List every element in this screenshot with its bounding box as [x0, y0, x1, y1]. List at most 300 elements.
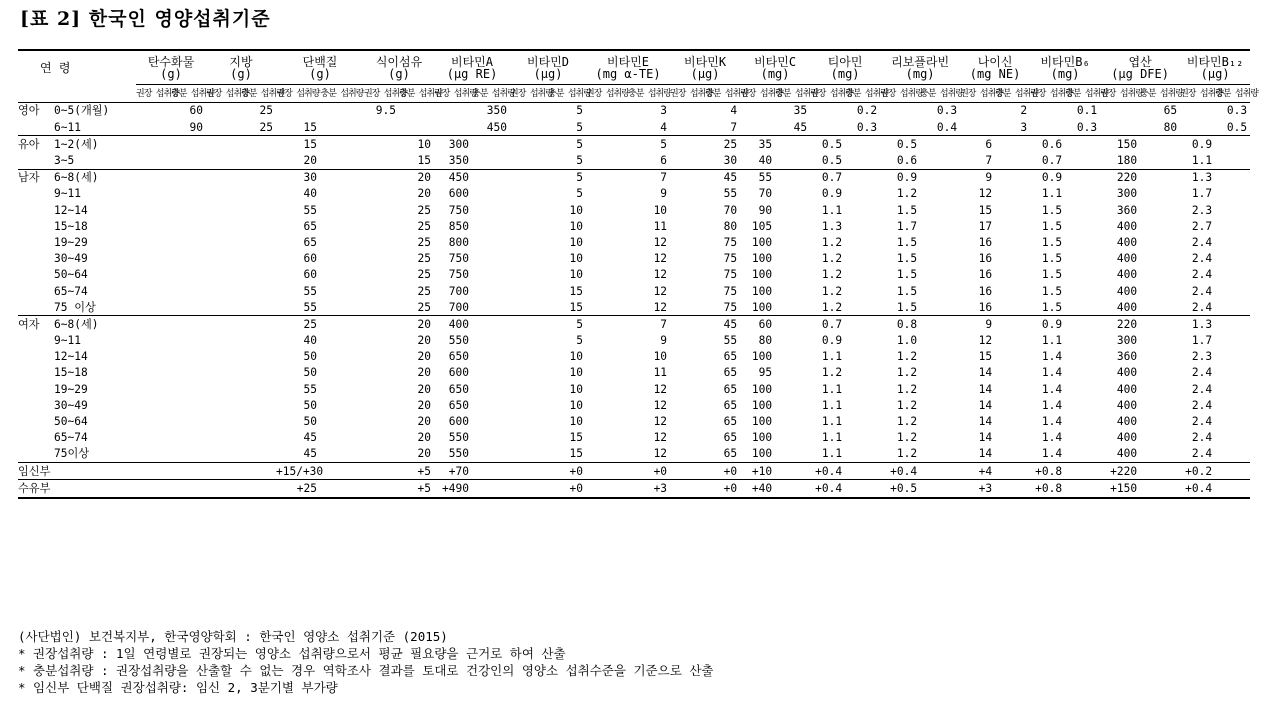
- value-cell: 4: [660, 120, 668, 134]
- value-cell: [995, 446, 1030, 463]
- subheader-adequate: 충분 섭취량: [1140, 85, 1180, 103]
- value-cell: 65: [723, 366, 738, 380]
- value-cell: [775, 430, 810, 446]
- value-cell: [136, 333, 171, 349]
- value-cell: [241, 251, 276, 267]
- value-cell: 0.9: [821, 334, 843, 348]
- value-cell: 1.3: [1180, 316, 1215, 333]
- value-cell: [320, 397, 364, 413]
- value-cell: [1215, 349, 1250, 365]
- value-cell: [472, 169, 510, 186]
- subheader-recommended: 권장 섭취량: [364, 85, 399, 103]
- value-cell: 25: [241, 103, 276, 120]
- value-cell: [510, 235, 548, 251]
- subheader-recommended: 권장 섭취량: [1100, 85, 1140, 103]
- value-cell: [1140, 153, 1180, 170]
- value-cell: [586, 202, 628, 218]
- value-cell: 1.5: [896, 268, 918, 282]
- table-row: [18, 333, 1250, 349]
- value-cell: 60: [740, 316, 775, 333]
- value-cell: [241, 480, 276, 498]
- value-cell: [586, 430, 628, 446]
- value-cell: 7: [730, 120, 738, 134]
- value-cell: [241, 446, 276, 463]
- header-row-sub: [18, 85, 1250, 103]
- value-cell: 1.2: [896, 382, 918, 396]
- value-cell: [1215, 218, 1250, 234]
- value-cell: 2.4: [1191, 431, 1213, 445]
- value-cell: 100: [751, 398, 773, 412]
- value-cell: [1140, 186, 1180, 202]
- table-row: [18, 186, 1250, 202]
- value-cell: [775, 414, 810, 430]
- value-cell: 2.4: [1191, 366, 1213, 380]
- value-cell: [364, 218, 399, 234]
- value-cell: [136, 251, 171, 267]
- value-cell: [670, 186, 705, 202]
- value-cell: [472, 218, 510, 234]
- value-cell: 0.7: [1041, 154, 1063, 168]
- value-cell: [1030, 103, 1065, 120]
- value-cell: [136, 283, 171, 299]
- subheader-recommended: 권장 섭취량: [206, 85, 241, 103]
- value-cell: [510, 119, 548, 136]
- value-cell: [241, 186, 276, 202]
- value-cell: 1.3: [821, 219, 843, 233]
- table-row: [18, 430, 1250, 446]
- nutrient-unit: (μg): [1180, 68, 1250, 85]
- value-cell: [136, 299, 171, 316]
- value-cell: [845, 153, 880, 170]
- value-cell: [920, 202, 960, 218]
- age-cell: [18, 349, 136, 365]
- value-cell: [320, 186, 364, 202]
- value-cell: [586, 283, 628, 299]
- value-cell: 75: [723, 284, 738, 298]
- value-cell: [241, 299, 276, 316]
- nutrient-unit: (μg): [510, 68, 586, 85]
- value-cell: 16: [978, 235, 993, 249]
- value-cell: [206, 119, 241, 136]
- value-cell: [1140, 169, 1180, 186]
- value-cell: [1215, 202, 1250, 218]
- value-cell: 1.1: [821, 382, 843, 396]
- value-cell: [775, 136, 810, 153]
- value-cell: 650: [448, 382, 469, 396]
- value-cell: [171, 397, 206, 413]
- value-cell: 1.7: [896, 219, 918, 233]
- value-cell: [995, 397, 1030, 413]
- value-cell: 20: [417, 398, 431, 412]
- value-cell: 20: [399, 316, 434, 333]
- value-cell: [920, 480, 960, 498]
- value-cell: 3: [1020, 120, 1028, 134]
- subheader-adequate: 충분 섭취량: [171, 85, 206, 103]
- value-cell: 1.4: [1041, 398, 1063, 412]
- value-cell: [1215, 446, 1250, 463]
- value-cell: 1.5: [1041, 300, 1063, 314]
- value-cell: [586, 235, 628, 251]
- table-row: [18, 136, 1250, 153]
- age-label: 15~18: [54, 366, 88, 380]
- value-cell: [171, 446, 206, 463]
- value-cell: [241, 235, 276, 251]
- age-cell: [18, 316, 136, 333]
- value-cell: [320, 202, 364, 218]
- value-cell: [670, 463, 705, 480]
- value-cell: [241, 414, 276, 430]
- value-cell: [364, 397, 399, 413]
- subheader-recommended: 권장 섭취량: [1030, 85, 1065, 103]
- value-cell: [472, 463, 510, 480]
- value-cell: [880, 103, 920, 120]
- nutrient-unit: (mg): [740, 68, 810, 85]
- nutrient-header: 비타민B₁₂: [1180, 50, 1250, 68]
- table-row: [18, 119, 1250, 136]
- value-cell: [1180, 119, 1215, 136]
- subheader-recommended: 권장 섭취량: [276, 85, 320, 103]
- value-cell: [1065, 169, 1100, 186]
- value-cell: 5: [576, 187, 584, 201]
- value-cell: 90: [189, 120, 203, 134]
- value-cell: [586, 463, 628, 480]
- value-cell: 1.2: [821, 268, 843, 282]
- value-cell: 10: [569, 415, 584, 429]
- age-label: 0~5(개월): [54, 104, 110, 118]
- value-cell: [995, 365, 1030, 381]
- value-cell: 9.5: [364, 103, 399, 120]
- value-cell: +4: [960, 463, 995, 480]
- value-cell: 1.2: [896, 415, 918, 429]
- value-cell: [472, 349, 510, 365]
- value-cell: [320, 235, 364, 251]
- value-cell: 1.3: [1180, 169, 1215, 186]
- value-cell: [670, 169, 705, 186]
- value-cell: 14: [978, 398, 993, 412]
- value-cell: [1065, 267, 1100, 283]
- value-cell: 30: [276, 169, 320, 186]
- value-cell: [510, 430, 548, 446]
- subheader-adequate: 충분 섭취량: [920, 85, 960, 103]
- value-cell: 5: [628, 136, 670, 153]
- age-cell: [18, 267, 136, 283]
- value-cell: 100: [751, 252, 773, 266]
- value-cell: +3: [960, 480, 995, 498]
- value-cell: [320, 119, 364, 136]
- value-cell: [920, 186, 960, 202]
- value-cell: 95: [758, 366, 773, 380]
- value-cell: [136, 202, 171, 218]
- subheader-adequate: 충분 섭취량: [399, 85, 434, 103]
- value-cell: [510, 251, 548, 267]
- table-row: [18, 365, 1250, 381]
- age-label: 75 이상: [54, 300, 96, 314]
- value-cell: 400: [1116, 398, 1138, 412]
- value-cell: [995, 218, 1030, 234]
- value-cell: [1065, 349, 1100, 365]
- value-cell: [670, 365, 705, 381]
- value-cell: 50: [303, 366, 317, 380]
- value-cell: [845, 480, 880, 498]
- value-cell: 10: [569, 382, 584, 396]
- age-label: 65~74: [54, 284, 88, 298]
- value-cell: 1.2: [896, 366, 918, 380]
- nutrient-header: 탄수화물: [136, 50, 206, 68]
- value-cell: 0.6: [896, 154, 918, 168]
- age-cell: [18, 333, 136, 349]
- value-cell: 1.1: [821, 431, 843, 445]
- value-cell: 1.1: [821, 398, 843, 412]
- value-cell: 9: [960, 169, 995, 186]
- value-cell: [510, 299, 548, 316]
- value-cell: [206, 136, 241, 153]
- value-cell: [586, 169, 628, 186]
- value-cell: [364, 136, 399, 153]
- group-label: 수유부: [18, 481, 51, 495]
- note-recommended: * 권장섭취량 : 1일 연령별로 권장되는 영양소 섭취량으로서 평균 필요량을 근거로 하여 산출: [18, 646, 566, 661]
- table-row: [18, 381, 1250, 397]
- value-cell: [320, 414, 364, 430]
- value-cell: [775, 463, 810, 480]
- table-row: [18, 463, 1250, 480]
- value-cell: 15: [569, 284, 584, 298]
- value-cell: 0.9: [1030, 316, 1065, 333]
- value-cell: [920, 136, 960, 153]
- value-cell: [670, 218, 705, 234]
- value-cell: 100: [751, 350, 773, 364]
- table-row: [18, 349, 1250, 365]
- value-cell: [1215, 430, 1250, 446]
- value-cell: +15/+30: [276, 463, 320, 480]
- value-cell: [670, 153, 705, 170]
- value-cell: 5: [576, 120, 584, 134]
- value-cell: 65: [303, 235, 317, 249]
- value-cell: 1.4: [1041, 350, 1063, 364]
- nutrient-unit: (μg DFE): [1100, 68, 1180, 85]
- age-cell: [18, 463, 136, 480]
- age-label: 15~18: [54, 219, 88, 233]
- value-cell: [920, 397, 960, 413]
- age-cell: [18, 153, 136, 170]
- value-cell: [586, 299, 628, 316]
- value-cell: [1215, 267, 1250, 283]
- value-cell: [775, 153, 810, 170]
- value-cell: 0.7: [810, 316, 845, 333]
- value-cell: 360: [1116, 350, 1138, 364]
- value-cell: [241, 153, 276, 170]
- value-cell: [320, 283, 364, 299]
- note-pregnant: * 임신부 단백질 권장섭취량: 임신 2, 3분기별 부가량: [18, 680, 338, 695]
- value-cell: [171, 414, 206, 430]
- value-cell: [472, 381, 510, 397]
- value-cell: 14: [978, 382, 993, 396]
- table-row: [18, 480, 1250, 498]
- age-label: 30~49: [54, 252, 88, 266]
- value-cell: [586, 218, 628, 234]
- value-cell: [1065, 202, 1100, 218]
- subheader-recommended: 권장 섭취량: [434, 85, 472, 103]
- value-cell: 15: [978, 203, 993, 217]
- subheader-adequate: 충분 섭취량: [775, 85, 810, 103]
- value-cell: [740, 103, 775, 120]
- value-cell: 1.5: [896, 235, 918, 249]
- age-cell: [18, 169, 136, 186]
- age-cell: [18, 136, 136, 153]
- age-label: 9~11: [54, 334, 81, 348]
- value-cell: 25: [276, 316, 320, 333]
- subheader-recommended: 권장 섭취량: [510, 85, 548, 103]
- value-cell: 11: [653, 366, 668, 380]
- value-cell: [206, 365, 241, 381]
- value-cell: [510, 333, 548, 349]
- value-cell: 105: [751, 219, 773, 233]
- value-cell: 2.7: [1191, 219, 1213, 233]
- value-cell: [320, 480, 364, 498]
- table-row: [18, 267, 1250, 283]
- value-cell: 0.5: [821, 154, 843, 168]
- value-cell: 50: [303, 350, 317, 364]
- value-cell: [241, 218, 276, 234]
- value-cell: [1140, 333, 1180, 349]
- value-cell: [920, 267, 960, 283]
- value-cell: [472, 365, 510, 381]
- value-cell: [995, 480, 1030, 498]
- header-sub-blank: [18, 85, 136, 103]
- value-cell: 2.4: [1191, 252, 1213, 266]
- value-cell: 20: [399, 169, 434, 186]
- value-cell: [845, 381, 880, 397]
- value-cell: 12: [653, 252, 668, 266]
- value-cell: [586, 480, 628, 498]
- value-cell: 70: [758, 187, 773, 201]
- value-cell: [206, 218, 241, 234]
- value-cell: [1140, 136, 1180, 153]
- value-cell: [920, 169, 960, 186]
- value-cell: [845, 136, 880, 153]
- value-cell: [136, 267, 171, 283]
- value-cell: [510, 365, 548, 381]
- value-cell: [586, 397, 628, 413]
- value-cell: [775, 381, 810, 397]
- value-cell: 650: [448, 398, 469, 412]
- age-label: 50~64: [54, 415, 88, 429]
- value-cell: +25: [276, 480, 320, 498]
- value-cell: [510, 349, 548, 365]
- value-cell: 80: [1163, 120, 1178, 134]
- value-cell: [845, 446, 880, 463]
- value-cell: 55: [303, 300, 317, 314]
- value-cell: 14: [978, 366, 993, 380]
- value-cell: [472, 316, 510, 333]
- value-cell: [775, 202, 810, 218]
- value-cell: [171, 186, 206, 202]
- value-cell: [472, 136, 510, 153]
- value-cell: [364, 119, 399, 136]
- value-cell: 5: [548, 316, 586, 333]
- value-cell: [670, 136, 705, 153]
- value-cell: +0: [705, 463, 740, 480]
- value-cell: 35: [775, 103, 810, 120]
- value-cell: 55: [303, 382, 317, 396]
- value-cell: [320, 365, 364, 381]
- value-cell: [171, 267, 206, 283]
- value-cell: 6: [960, 136, 995, 153]
- value-cell: [434, 103, 472, 120]
- age-label: 1~2(세): [54, 137, 99, 151]
- value-cell: [845, 365, 880, 381]
- value-cell: [586, 119, 628, 136]
- value-cell: [586, 365, 628, 381]
- value-cell: 60: [303, 268, 317, 282]
- value-cell: 1.5: [1041, 252, 1063, 266]
- value-cell: 1.1: [1191, 154, 1213, 168]
- value-cell: [740, 119, 775, 136]
- value-cell: [171, 136, 206, 153]
- value-cell: [1215, 414, 1250, 430]
- value-cell: 400: [1116, 415, 1138, 429]
- value-cell: 10: [399, 136, 434, 153]
- value-cell: [775, 283, 810, 299]
- value-cell: 4: [705, 103, 740, 120]
- value-cell: [206, 349, 241, 365]
- value-cell: [241, 202, 276, 218]
- value-cell: 45: [303, 447, 317, 461]
- value-cell: 1.2: [896, 187, 918, 201]
- value-cell: [320, 381, 364, 397]
- value-cell: [1215, 381, 1250, 397]
- value-cell: [1215, 397, 1250, 413]
- value-cell: 1.4: [1041, 447, 1063, 461]
- age-header: 연 령: [18, 50, 136, 85]
- value-cell: [810, 103, 845, 120]
- age-cell: [18, 381, 136, 397]
- value-cell: 10: [569, 252, 584, 266]
- value-cell: 55: [740, 169, 775, 186]
- value-cell: 0.8: [880, 316, 920, 333]
- value-cell: 0.6: [1030, 136, 1065, 153]
- value-cell: 45: [705, 169, 740, 186]
- value-cell: [1065, 283, 1100, 299]
- subheader-recommended: 권장 섭취량: [880, 85, 920, 103]
- nutrient-header: 비타민B₆: [1030, 50, 1100, 68]
- value-cell: [1140, 218, 1180, 234]
- value-cell: [136, 480, 171, 498]
- value-cell: [171, 316, 206, 333]
- value-cell: [510, 267, 548, 283]
- value-cell: [775, 299, 810, 316]
- value-cell: 600: [448, 415, 469, 429]
- value-cell: [670, 381, 705, 397]
- value-cell: [364, 267, 399, 283]
- value-cell: 1.5: [1041, 235, 1063, 249]
- value-cell: [472, 480, 510, 498]
- value-cell: 75: [723, 252, 738, 266]
- value-cell: [920, 430, 960, 446]
- value-cell: 100: [751, 382, 773, 396]
- value-cell: [1140, 267, 1180, 283]
- value-cell: 15: [417, 154, 431, 168]
- value-cell: 25: [417, 268, 431, 282]
- value-cell: [241, 349, 276, 365]
- page-title: [표 2] 한국인 영양섭취기준: [20, 8, 271, 30]
- age-label: 30~49: [54, 398, 88, 412]
- value-cell: [206, 316, 241, 333]
- value-cell: [171, 299, 206, 316]
- value-cell: 40: [303, 334, 317, 348]
- value-cell: [510, 414, 548, 430]
- value-cell: [320, 267, 364, 283]
- value-cell: [241, 169, 276, 186]
